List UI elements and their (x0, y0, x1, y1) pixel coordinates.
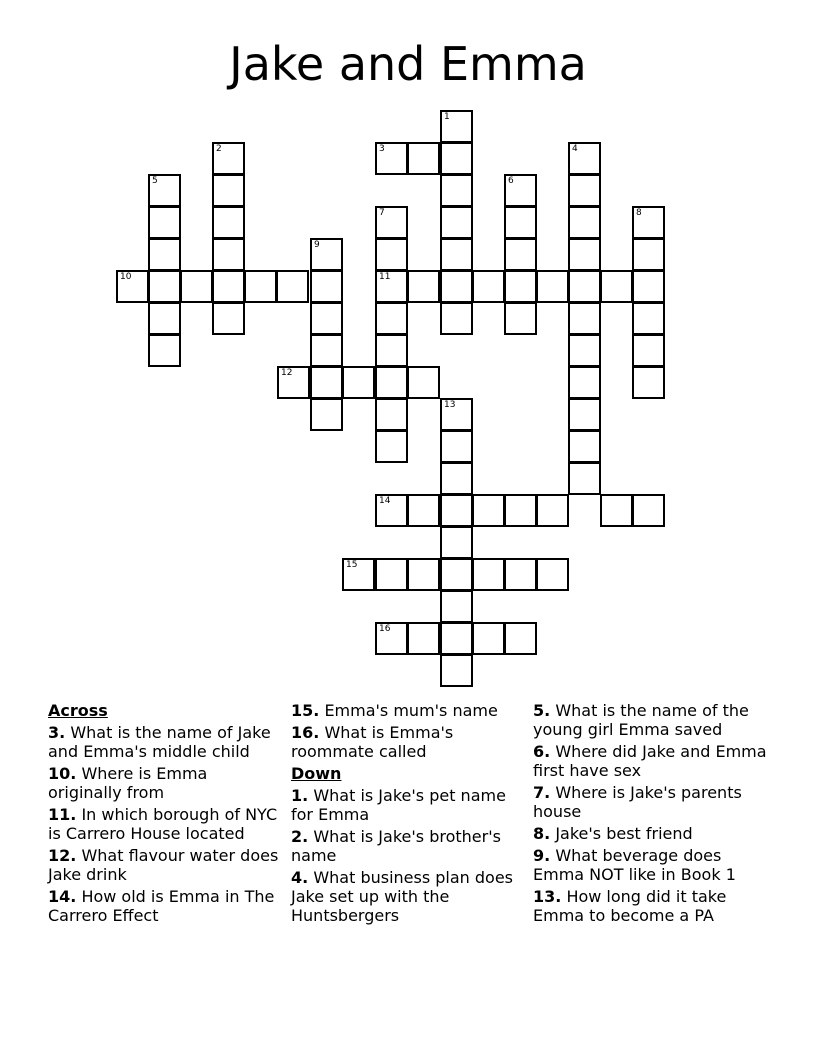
grid-cell[interactable] (440, 654, 473, 687)
grid-cell[interactable] (212, 302, 245, 335)
grid-cell[interactable] (407, 622, 440, 655)
grid-cell[interactable] (342, 558, 375, 591)
grid-cell[interactable] (632, 334, 665, 367)
grid-cell[interactable] (536, 270, 569, 303)
clue-number: 6 (508, 176, 514, 186)
clue-column-3 (533, 701, 771, 928)
across-clue-list (48, 723, 286, 925)
clue-item (291, 723, 517, 761)
grid-cell[interactable] (212, 206, 245, 239)
clue-item (48, 887, 286, 925)
grid-cell[interactable] (212, 174, 245, 207)
down-clue-list (291, 786, 517, 925)
grid-cell[interactable] (440, 398, 473, 431)
grid-cell[interactable] (407, 366, 440, 399)
grid-cell[interactable] (472, 558, 505, 591)
grid-cell[interactable] (568, 174, 601, 207)
grid-cell[interactable] (375, 238, 408, 271)
clue-item (48, 846, 286, 884)
clue-item-number: 2. (291, 827, 309, 846)
clue-column-2 (291, 701, 517, 928)
clue-item-number: 16. (291, 723, 320, 742)
grid-cell[interactable] (440, 270, 473, 303)
clue-item-number: 7. (533, 783, 551, 802)
page-title: Jake and Emma (229, 37, 587, 91)
grid-cell[interactable] (440, 174, 473, 207)
grid-cell[interactable] (116, 270, 149, 303)
clue-item-number: 8. (533, 824, 551, 843)
grid-cell[interactable] (536, 558, 569, 591)
grid-cell[interactable] (568, 238, 601, 271)
grid-cell[interactable] (504, 206, 537, 239)
clue-number: 13 (444, 400, 456, 410)
grid-cell[interactable] (244, 270, 277, 303)
grid-cell[interactable] (440, 206, 473, 239)
grid-cell[interactable] (310, 366, 343, 399)
grid-cell[interactable] (440, 302, 473, 335)
grid-cell[interactable] (440, 494, 473, 527)
grid-cell[interactable] (600, 270, 633, 303)
clue-item (533, 701, 771, 739)
grid-cell[interactable] (375, 366, 408, 399)
grid-cell[interactable] (407, 494, 440, 527)
grid-cell[interactable] (310, 302, 343, 335)
grid-cell[interactable] (632, 366, 665, 399)
grid-cell[interactable] (148, 206, 181, 239)
grid-cell[interactable] (407, 270, 440, 303)
clue-item-number: 9. (533, 846, 551, 865)
grid-cell[interactable] (148, 270, 181, 303)
clue-number: 14 (379, 496, 391, 506)
grid-cell[interactable] (180, 270, 213, 303)
clue-item-text: What is Jake's brother's name (291, 827, 501, 865)
grid-cell[interactable] (440, 526, 473, 559)
grid-cell[interactable] (632, 302, 665, 335)
grid-cell[interactable] (310, 334, 343, 367)
grid-cell[interactable] (212, 238, 245, 271)
grid-cell[interactable] (568, 302, 601, 335)
grid-cell[interactable] (276, 270, 309, 303)
clue-number: 8 (636, 208, 642, 218)
grid-cell[interactable] (375, 430, 408, 463)
across-heading: Across (48, 701, 108, 720)
clue-item (48, 805, 286, 843)
grid-cell[interactable] (148, 174, 181, 207)
clue-item-text: What beverage does Emma NOT like in Book 1 (533, 846, 736, 884)
grid-cell[interactable] (472, 494, 505, 527)
grid-cell[interactable] (568, 398, 601, 431)
clue-item (533, 824, 771, 843)
clue-item-text: What is the name of Jake and Emma's middle child (48, 723, 271, 761)
grid-cell[interactable] (472, 270, 505, 303)
grid-cell[interactable] (504, 558, 537, 591)
grid-cell[interactable] (148, 334, 181, 367)
clue-number: 10 (120, 272, 132, 282)
clue-item-number: 14. (48, 887, 77, 906)
grid-cell[interactable] (504, 174, 537, 207)
clue-item (533, 742, 771, 780)
clue-item (291, 868, 517, 925)
clue-item-text: What is Jake's pet name for Emma (291, 786, 506, 824)
clue-item-text: In which borough of NYC is Carrero House located (48, 805, 278, 843)
grid-cell[interactable] (375, 494, 408, 527)
clue-number: 3 (379, 144, 385, 154)
grid-cell[interactable] (504, 494, 537, 527)
grid-cell[interactable] (568, 270, 601, 303)
clue-number: 1 (444, 112, 450, 122)
clue-number: 9 (314, 240, 320, 250)
grid-cell[interactable] (407, 558, 440, 591)
grid-cell[interactable] (375, 334, 408, 367)
grid-cell[interactable] (504, 238, 537, 271)
clue-item-number: 12. (48, 846, 77, 865)
grid-cell[interactable] (277, 366, 310, 399)
clue-item (533, 783, 771, 821)
down-clue-list-continued (533, 701, 771, 925)
grid-cell[interactable] (212, 142, 245, 175)
clue-item-text: What business plan does Jake set up with the Huntsbergers (291, 868, 514, 925)
clue-item (48, 723, 286, 761)
grid-cell[interactable] (148, 238, 181, 271)
grid-cell[interactable] (568, 462, 601, 495)
clue-item-text: Jake's best friend (555, 824, 693, 843)
grid-cell[interactable] (568, 142, 601, 175)
grid-cell[interactable] (148, 302, 181, 335)
grid-cell[interactable] (600, 494, 633, 527)
grid-cell[interactable] (375, 206, 408, 239)
grid-cell[interactable] (440, 558, 473, 591)
grid-cell[interactable] (632, 238, 665, 271)
clue-item-number: 3. (48, 723, 66, 742)
grid-cell[interactable] (375, 622, 408, 655)
grid-cell[interactable] (568, 334, 601, 367)
grid-cell[interactable] (568, 206, 601, 239)
clue-item-number: 15. (291, 701, 320, 720)
grid-cell[interactable] (375, 558, 408, 591)
clue-item-text: What is Emma's roommate called (291, 723, 454, 761)
clue-item-text: Emma's mum's name (324, 701, 498, 720)
clue-item-number: 5. (533, 701, 551, 720)
clue-item-text: How old is Emma in The Carrero Effect (48, 887, 275, 925)
grid-cell[interactable] (504, 270, 537, 303)
clue-item-number: 1. (291, 786, 309, 805)
clue-item-number: 4. (291, 868, 309, 887)
grid-cell[interactable] (310, 238, 343, 271)
grid-cell[interactable] (568, 366, 601, 399)
clue-number: 2 (216, 144, 222, 154)
grid-cell[interactable] (440, 238, 473, 271)
clue-number: 15 (346, 560, 358, 570)
clue-item-text: How long did it take Emma to become a PA (533, 887, 727, 925)
grid-cell[interactable] (342, 366, 375, 399)
grid-cell[interactable] (632, 270, 665, 303)
clue-item (291, 786, 517, 824)
grid-cell[interactable] (536, 494, 569, 527)
clue-item-text: Where did Jake and Emma first have sex (533, 742, 767, 780)
grid-cell[interactable] (310, 398, 343, 431)
clue-number: 11 (379, 272, 391, 282)
clue-item-number: 10. (48, 764, 77, 783)
clue-item (291, 701, 517, 720)
clue-item (533, 887, 771, 925)
clue-item-text: What flavour water does Jake drink (48, 846, 279, 884)
grid-cell[interactable] (310, 270, 343, 303)
grid-cell[interactable] (440, 110, 473, 143)
grid-cell[interactable] (212, 270, 245, 303)
grid-cell[interactable] (632, 494, 665, 527)
grid-cell[interactable] (407, 142, 440, 175)
clue-column-1 (48, 701, 286, 928)
clue-number: 4 (572, 144, 578, 154)
clue-number: 5 (152, 176, 158, 186)
clue-item (533, 846, 771, 884)
across-clue-list-continued (291, 701, 517, 761)
grid-cell[interactable] (568, 430, 601, 463)
clue-item-number: 11. (48, 805, 77, 824)
clue-item (291, 827, 517, 865)
grid-cell[interactable] (375, 398, 408, 431)
clue-number: 16 (379, 624, 391, 634)
clue-item (48, 764, 286, 802)
grid-cell[interactable] (504, 622, 537, 655)
clue-number: 12 (281, 368, 293, 378)
grid-cell[interactable] (375, 302, 408, 335)
grid-cell[interactable] (440, 430, 473, 463)
down-heading: Down (291, 764, 342, 783)
clue-item-number: 13. (533, 887, 562, 906)
grid-cell[interactable] (504, 302, 537, 335)
grid-cell[interactable] (375, 142, 408, 175)
clue-item-text: Where is Emma originally from (48, 764, 208, 802)
grid-cell[interactable] (375, 270, 408, 303)
clue-item-number: 6. (533, 742, 551, 761)
grid-cell[interactable] (440, 590, 473, 623)
grid-cell[interactable] (632, 206, 665, 239)
clue-item-text: Where is Jake's parents house (533, 783, 742, 821)
grid-cell[interactable] (440, 142, 473, 175)
clue-number: 7 (379, 208, 385, 218)
grid-cell[interactable] (472, 622, 505, 655)
clue-item-text: What is the name of the young girl Emma saved (533, 701, 749, 739)
grid-cell[interactable] (440, 622, 473, 655)
grid-cell[interactable] (440, 462, 473, 495)
